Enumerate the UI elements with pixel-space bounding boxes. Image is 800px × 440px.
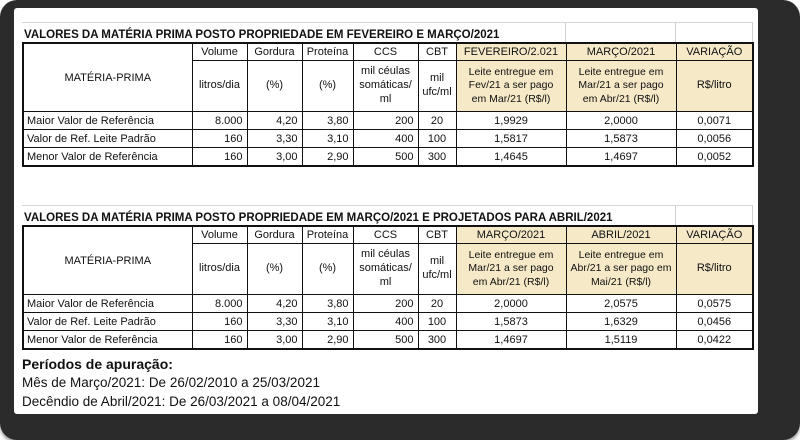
col-header-variacao: VARIAÇÃO bbox=[676, 226, 753, 244]
cell: 1,4645 bbox=[456, 148, 566, 167]
footer-line-marco: Mês de Março/2021: De 26/02/2010 a 25/03/2021 bbox=[22, 375, 320, 391]
cell: 3,80 bbox=[302, 112, 353, 130]
col-header-ccs: CCS bbox=[353, 226, 418, 244]
cell: 1,5817 bbox=[456, 130, 566, 148]
cell: 160 bbox=[192, 148, 247, 167]
table-row bbox=[23, 112, 753, 130]
cell: 20 bbox=[418, 112, 456, 130]
cell: 500 bbox=[353, 148, 418, 167]
unit-proteina: (%) bbox=[302, 244, 353, 295]
col-header-volume: Volume bbox=[192, 43, 247, 61]
unit-ccs: mil céulas somáticas/ ml bbox=[353, 61, 418, 112]
cell: 8.000 bbox=[192, 295, 247, 313]
cell: 1,5873 bbox=[456, 313, 566, 331]
table-1-title-row bbox=[22, 22, 753, 42]
unit-variacao: R$/litro bbox=[676, 244, 753, 295]
cell: 1,5119 bbox=[566, 331, 676, 350]
cell: 200 bbox=[353, 112, 418, 130]
col-header-volume: Volume bbox=[192, 226, 247, 244]
gridline-ghost-cell bbox=[675, 23, 752, 43]
footer-heading: Períodos de apuração: bbox=[22, 356, 173, 372]
unit-cbt: mil ufc/ml bbox=[418, 61, 456, 112]
col-header-gordura: Gordura bbox=[247, 226, 302, 244]
cell: 200 bbox=[353, 295, 418, 313]
cell: 20 bbox=[418, 295, 456, 313]
cell: 0,0456 bbox=[676, 313, 753, 331]
table-row bbox=[23, 295, 753, 313]
desc-marco: Leite entregue em Mar/21 a ser pago em Abr/21 (R$/l) bbox=[566, 61, 676, 112]
cell: 3,10 bbox=[302, 313, 353, 331]
tables-spacer bbox=[22, 167, 758, 205]
col-header-cbt: CBT bbox=[418, 226, 456, 244]
cell: 1,4697 bbox=[566, 148, 676, 167]
unit-volume: litros/dia bbox=[192, 61, 247, 112]
col-header-materia-prima: MATÉRIA-PRIMA bbox=[23, 43, 192, 112]
row-label: Menor Valor de Referência bbox=[23, 331, 192, 350]
unit-variacao: R$/litro bbox=[676, 61, 753, 112]
cell: 0,0056 bbox=[676, 130, 753, 148]
cell: 3,00 bbox=[247, 331, 302, 350]
cell: 8.000 bbox=[192, 112, 247, 130]
cell: 1,6329 bbox=[566, 313, 676, 331]
cell: 2,0000 bbox=[456, 295, 566, 313]
cell: 2,0575 bbox=[566, 295, 676, 313]
document-content-area bbox=[14, 8, 758, 414]
cell: 0,0071 bbox=[676, 112, 753, 130]
col-header-abril: ABRIL/2021 bbox=[566, 226, 676, 244]
table-2-title-row bbox=[22, 205, 753, 225]
cell: 160 bbox=[192, 313, 247, 331]
row-label: Valor de Ref. Leite Padrão bbox=[23, 130, 192, 148]
table-1-title: VALORES DA MATÉRIA PRIMA POSTO PROPRIEDADE EM FEVEREIRO E MARÇO/2021 bbox=[22, 23, 565, 43]
desc-abril: Leite entregue em Abr/21 a ser pago em Mai/21 (R$/l) bbox=[566, 244, 676, 295]
col-header-ccs: CCS bbox=[353, 43, 418, 61]
cell: 2,90 bbox=[302, 148, 353, 167]
col-header-cbt: CBT bbox=[418, 43, 456, 61]
col-header-marco: MARÇO/2021 bbox=[566, 43, 676, 61]
cell: 400 bbox=[353, 130, 418, 148]
unit-ccs: mil céulas somáticas/ ml bbox=[353, 244, 418, 295]
table-row bbox=[23, 331, 753, 350]
cell: 4,20 bbox=[247, 295, 302, 313]
cell: 400 bbox=[353, 313, 418, 331]
cell: 3,10 bbox=[302, 130, 353, 148]
cell: 3,00 bbox=[247, 148, 302, 167]
cell: 1,4697 bbox=[456, 331, 566, 350]
cell: 1,9929 bbox=[456, 112, 566, 130]
cell: 0,0575 bbox=[676, 295, 753, 313]
unit-volume: litros/dia bbox=[192, 244, 247, 295]
table-row bbox=[23, 313, 753, 331]
footer-line-abril: Decêndio de Abril/2021: De 26/03/2021 a 08/04/2021 bbox=[22, 394, 341, 410]
unit-proteina: (%) bbox=[302, 61, 353, 112]
gridline-ghost-cell bbox=[565, 23, 675, 43]
cell: 2,0000 bbox=[566, 112, 676, 130]
col-header-materia-prima: MATÉRIA-PRIMA bbox=[23, 226, 192, 295]
gridline-ghost-cell bbox=[675, 206, 752, 226]
desc-marco: Leite entregue em Mar/21 a ser pago em Abr/21 (R$/l) bbox=[456, 244, 566, 295]
cell: 0,0422 bbox=[676, 331, 753, 350]
cell: 3,30 bbox=[247, 313, 302, 331]
values-table-fevereiro-marco bbox=[22, 42, 754, 167]
col-header-proteina: Proteína bbox=[302, 226, 353, 244]
cell: 160 bbox=[192, 130, 247, 148]
col-header-fevereiro: FEVEREIRO/2.021 bbox=[456, 43, 566, 61]
col-header-proteina: Proteína bbox=[302, 43, 353, 61]
row-label: Valor de Ref. Leite Padrão bbox=[23, 313, 192, 331]
unit-gordura: (%) bbox=[247, 244, 302, 295]
col-header-marco: MARÇO/2021 bbox=[456, 226, 566, 244]
cell: 160 bbox=[192, 331, 247, 350]
row-label: Maior Valor de Referência bbox=[23, 295, 192, 313]
table-row bbox=[23, 130, 753, 148]
cell: 2,90 bbox=[302, 331, 353, 350]
cell: 0,0052 bbox=[676, 148, 753, 167]
unit-gordura: (%) bbox=[247, 61, 302, 112]
values-table-marco-abril bbox=[22, 225, 754, 350]
row-label: Maior Valor de Referência bbox=[23, 112, 192, 130]
cell: 300 bbox=[418, 331, 456, 350]
cell: 4,20 bbox=[247, 112, 302, 130]
cell: 100 bbox=[418, 130, 456, 148]
cell: 1,5873 bbox=[566, 130, 676, 148]
col-header-variacao: VARIAÇÃO bbox=[676, 43, 753, 61]
cell: 3,30 bbox=[247, 130, 302, 148]
unit-cbt: mil ufc/ml bbox=[418, 244, 456, 295]
cell: 3,80 bbox=[302, 295, 353, 313]
col-header-gordura: Gordura bbox=[247, 43, 302, 61]
cell: 500 bbox=[353, 331, 418, 350]
apuracao-periods-block bbox=[22, 355, 752, 412]
cell: 300 bbox=[418, 148, 456, 167]
desc-fevereiro: Leite entregue em Fev/21 a ser pago em Mar/21 (R$/l) bbox=[456, 61, 566, 112]
row-label: Menor Valor de Referência bbox=[23, 148, 192, 167]
table-row bbox=[23, 148, 753, 167]
cell: 100 bbox=[418, 313, 456, 331]
table-2-title: VALORES DA MATÉRIA PRIMA POSTO PROPRIEDADE EM MARÇO/2021 E PROJETADOS PARA ABRIL/2021 bbox=[22, 206, 675, 226]
